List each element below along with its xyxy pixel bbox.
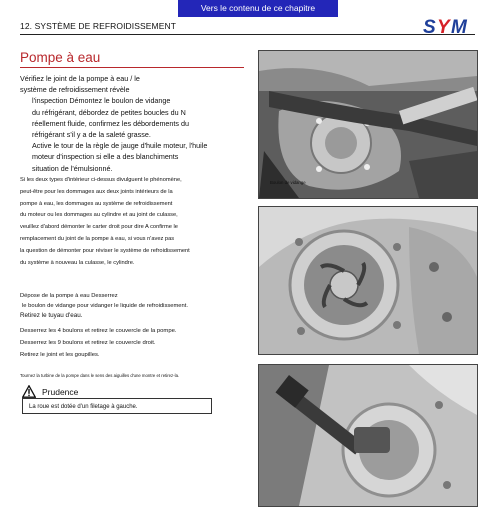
text-line: Desserrez les 9 boulons et retirez le couvercle droit.: [20, 340, 156, 346]
text-line: veuillez d'abord démonter le carter droit pour dire A confirme le: [20, 224, 178, 231]
steps-paragraph: [20, 325, 260, 361]
header-rule: [20, 34, 475, 35]
drain-bolt-callout: Boulon de vidange: [270, 180, 306, 185]
prudence-box: La roue est dotée d'un filetage à gauche.: [22, 398, 212, 414]
text-line: peut-être pour les dommages aux deux joints intérieurs de la: [20, 188, 173, 195]
text-line: du moteur ou les dommages au cylindre et au joint de culasse,: [20, 212, 178, 219]
warning-icon: [22, 385, 36, 398]
section-title: Pompe à eau: [20, 50, 101, 65]
text-line: Si les deux types d'intérieur ci-dessus divulguent le phénomène,: [20, 177, 182, 183]
text-line: Active le tour de la règle de jauge d'huile moteur, l'huile: [32, 141, 208, 151]
chapter-heading: 12. SYSTÈME DE REFROIDISSEMENT: [20, 21, 177, 31]
sym-logo: [422, 16, 478, 36]
text-line: remplacement du joint de la pompe à eau, si vous n'avez pas: [20, 235, 175, 242]
small-note: Tournez la turbine de la pompe dans le sens des aiguilles d'une montre et retirez-la.: [20, 373, 180, 378]
text-line: Desserrez les 4 boulons et retirez le couvercle de la pompe.: [20, 328, 177, 334]
diagnosis-paragraph: [20, 175, 265, 269]
text-line: du système à nouveau la culasse, le cylindre.: [20, 259, 135, 266]
svg-text:M: M: [451, 17, 467, 36]
text-line: le boulon de vidange pour vidanger le liquide de refroidissement.: [22, 302, 188, 309]
text-line: pompe à eau, les dommages au système de refroidissement: [20, 200, 173, 207]
text-line: Retirez le joint et les goupilles.: [20, 352, 100, 358]
text-line: Dépose de la pompe à eau Desserrez: [20, 293, 118, 299]
chapter-contents-link[interactable]: Vers le contenu de ce chapitre: [178, 0, 338, 17]
text-line: réfrigérant s'il y a de la saleté grasse.: [32, 130, 151, 140]
text-line: du réfrigérant, débordez de petites boucles du N: [32, 107, 186, 117]
impeller-removal-photo: [258, 364, 478, 507]
text-line: système de refroidissement révèle: [20, 85, 130, 95]
text-line: Vérifiez le joint de la pompe à eau / le: [20, 74, 140, 83]
inspection-paragraph: [20, 73, 250, 174]
svg-text:Y: Y: [437, 17, 450, 36]
text-line: la question de démonter pour réviser le système de refroidissement: [20, 247, 190, 254]
removal-paragraph: [20, 292, 260, 321]
text-line: Retirez le tuyau d'eau.: [20, 312, 83, 319]
prudence-label: Prudence: [42, 387, 79, 397]
title-underline: [20, 67, 244, 68]
text-line: réellement fluide, confirmez les débordements du: [32, 118, 190, 128]
svg-text:S: S: [423, 17, 436, 36]
text-line: l'inspection Démontez le boulon de vidange: [32, 96, 171, 106]
text-line: moteur d'inspection si elle a des blanchiments: [32, 152, 179, 162]
drain-bolt-photo: [258, 50, 478, 199]
text-line: situation de l'émulsionné.: [32, 163, 113, 173]
pump-impeller-photo: [258, 206, 478, 355]
